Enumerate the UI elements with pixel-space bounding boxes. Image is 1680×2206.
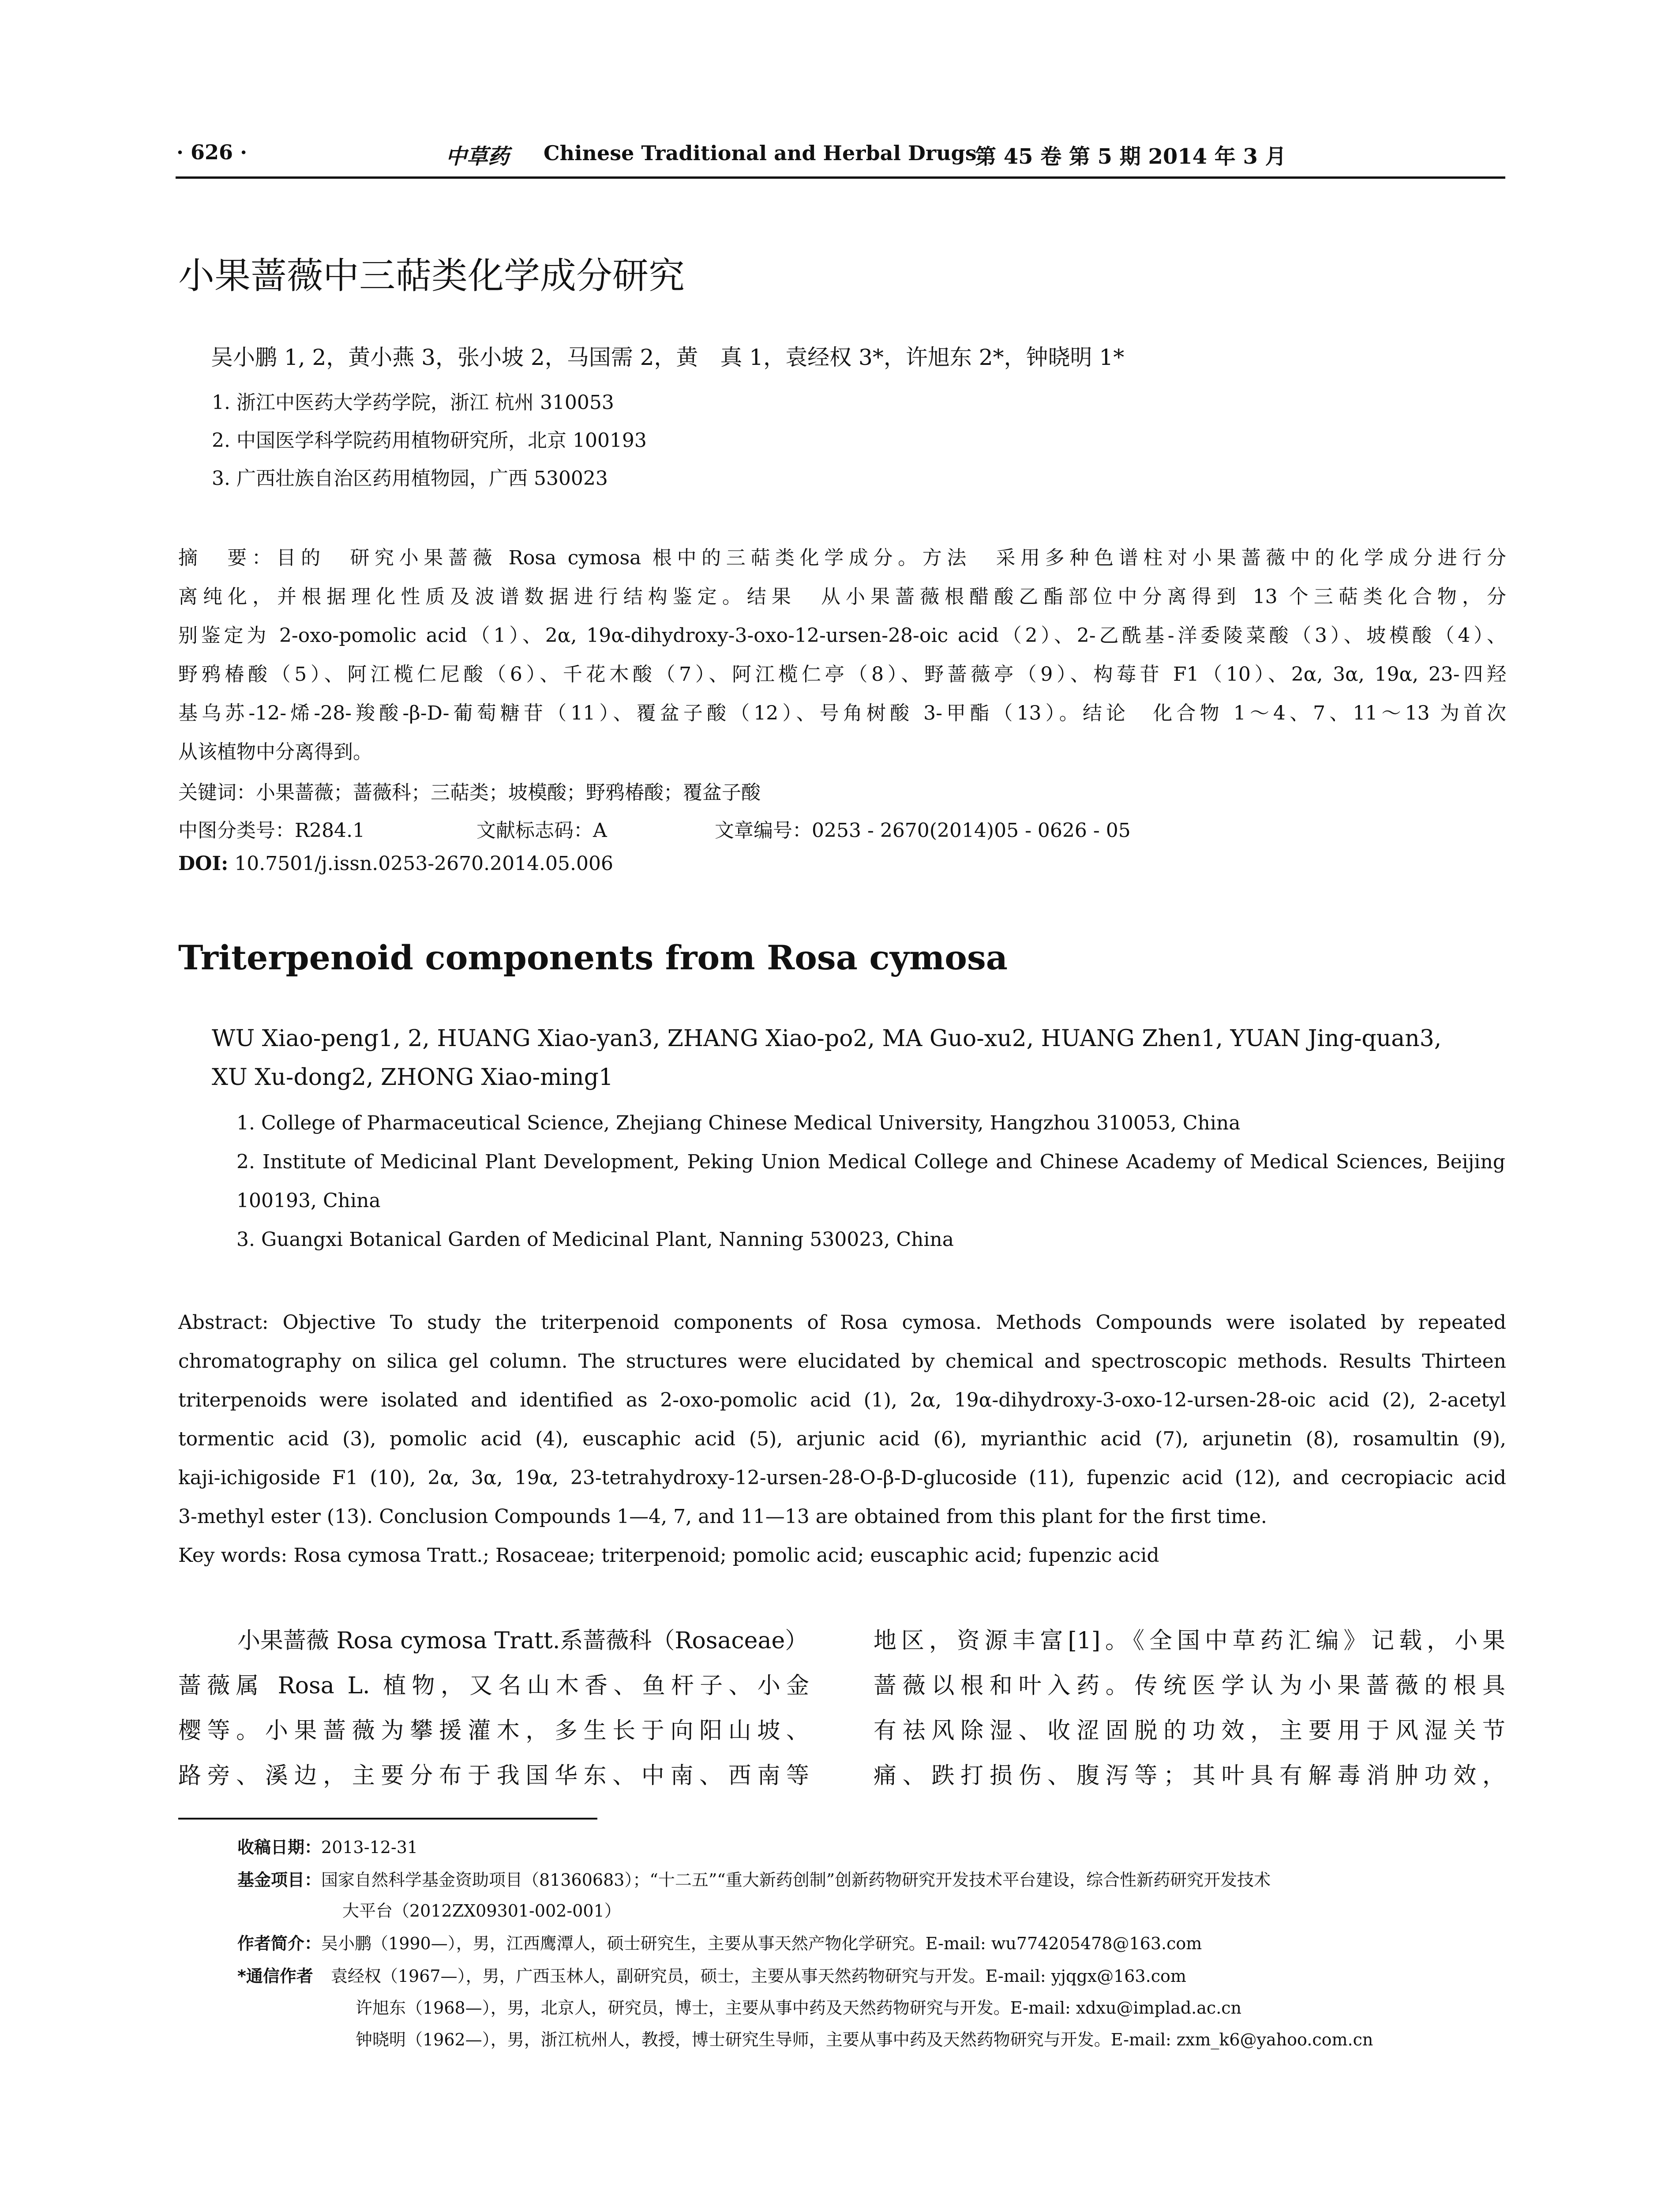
fund-label: 基金项目： <box>237 1870 322 1890</box>
corresponding-1: 袁经权（1967—），男，广西玉林人，副研究员，硕士，主要从事天然药物研究与开发。E-mail: yjqgx@163.com <box>330 1966 1186 1986</box>
body-right-line-3: 有祛风除湿、收涩固脱的功效，主要用于风湿关节 <box>874 1718 1505 1744</box>
doi <box>178 852 613 875</box>
body-left-line-1: 小果蔷薇 Rosa cymosa Tratt.系蔷薇科（Rosaceae） <box>237 1628 808 1654</box>
affiliation-en-2-cont: 100193, China <box>236 1189 381 1212</box>
body-left-line-3: 樱等。小果蔷薇为攀援灌木，多生长于向阳山坡、 <box>178 1718 809 1744</box>
body-left-line-2: 蔷薇属 Rosa L. 植物，又名山木香、鱼杆子、小金 <box>178 1673 809 1699</box>
affiliation-en-1: 1. College of Pharmaceutical Science, Zhejiang Chinese Medical University, Hangzhou 310053, China <box>236 1112 1241 1134</box>
doi-value[interactable]: 10.7501/j.issn.0253-2670.2014.05.006 <box>234 852 613 875</box>
abstract-cn-line-1: 摘 要：目的 研究小果蔷薇 Rosa cymosa 根中的三萜类化学成分。方法 采用多种色谱柱对小果蔷薇中的化学成分进行分 <box>178 547 1506 569</box>
affiliation-cn-3: 3. 广西壮族自治区药用植物园，广西 530023 <box>212 467 608 490</box>
abstract-cn-line-3: 别鉴定为 2-oxo-pomolic acid（1）、2α, 19α-dihydroxy-3-oxo-12-ursen-28-oic acid（2）、2-乙酰基-洋委陵菜酸（3）、坡模酸（4）、 <box>178 624 1506 647</box>
abstract-en-line-4: tormentic acid (3), pomolic acid (4), euscaphic acid (5), arjunic acid (6), myrianthic acid (7), arjunetin (8), rosamultin (9), <box>178 1428 1506 1450</box>
footnote-corresponding <box>237 1962 1186 1987</box>
fund-line-1: 国家自然科学基金资助项目（81360683）；“十二五”“重大新药创制”创新药物研究开发技术平台建设，综合性新药研究开发技术 <box>321 1870 1271 1890</box>
corresponding-label: *通信作者 <box>237 1966 313 1986</box>
page-number: · 626 · <box>176 140 248 164</box>
abstract-en-line-1: Abstract: Objective To study the triterpenoid components of Rosa cymosa. Methods Compounds were isolated by repeated <box>178 1311 1506 1334</box>
corresponding-2: 许旭东（1968—），男，北京人，研究员，博士，主要从事中药及天然药物研究与开发。E-mail: xdxu@implad.ac.cn <box>356 1998 1242 2018</box>
keywords-cn: 关键词：小果蔷薇；蔷薇科；三萜类；坡模酸；野鸦椿酸；覆盆子酸 <box>178 781 761 804</box>
footnote-fund <box>237 1866 1271 1891</box>
authors-cn <box>211 340 1124 371</box>
authors-cn-text: 吴小鹏 1, 2，黄小燕 3，张小坡 2，马国需 2，黄 真 1，袁经权 3*，许旭东 2*，钟晓明 1* <box>211 345 1125 370</box>
title-cn: 小果蔷薇中三萜类化学成分研究 <box>178 255 685 297</box>
issue-info: 第 45 卷 第 5 期 2014 年 3 月 <box>975 144 1286 169</box>
body-left-line-4: 路旁、溪边，主要分布于我国华东、中南、西南等 <box>178 1763 809 1789</box>
fund-line-2: 大平台（2012ZX09301-002-001） <box>342 1901 621 1921</box>
body-right-line-2: 蔷薇以根和叶入药。传统医学认为小果蔷薇的根具 <box>874 1673 1505 1699</box>
header-rule <box>176 176 1505 179</box>
abstract-cn-line-4: 野鸦椿酸（5）、阿江榄仁尼酸（6）、千花木酸（7）、阿江榄仁亭（8）、野蔷薇亭（9）、构莓苷 F1（10）、2α, 3α, 19α, 23-四羟 <box>178 663 1506 686</box>
body-right-line-4: 痛、跌打损伤、腹泻等；其叶具有解毒消肿功效， <box>874 1763 1505 1789</box>
doi-label: DOI: <box>178 852 229 875</box>
abstract-en-line-5: kaji-ichigoside F1 (10), 2α, 3α, 19α, 23-tetrahydroxy-12-ursen-28-O-β-D-glucoside (11), fupenzic acid (12), and cecropiacic acid <box>178 1467 1506 1489</box>
affiliation-cn-1: 1. 浙江中医药大学药学院，浙江 杭州 310053 <box>212 391 614 414</box>
document-code: 文献标志码：A <box>476 819 607 842</box>
abstract-cn-line-5: 基乌苏-12-烯-28-羧酸-β-D-葡萄糖苷（11）、覆盆子酸（12）、号角树酸 3-甲酯（13）。结论 化合物 1～4、7、11～13 为首次 <box>178 702 1506 724</box>
journal-title-cn: 中草药 <box>446 144 510 169</box>
abstract-en-line-6: 3-methyl ester (13). Conclusion Compounds 1—4, 7, and 11—13 are obtained from this plant for the first time. <box>178 1505 1267 1528</box>
footnote-rule <box>178 1818 597 1820</box>
received-label: 收稿日期： <box>237 1838 322 1857</box>
abstract-en-line-3: triterpenoids were isolated and identified as 2-oxo-pomolic acid (1), 2α, 19α-dihydroxy-3-oxo-12-ursen-28-oic acid (2), 2-acetyl <box>178 1389 1506 1411</box>
abstract-cn-line-6: 从该植物中分离得到。 <box>178 741 372 763</box>
article-number: 文章编号：0253 - 2670(2014)05 - 0626 - 05 <box>715 819 1131 842</box>
abstract-cn-line-2: 离纯化，并根据理化性质及波谱数据进行结构鉴定。结果 从小果蔷薇根醋酸乙酯部位中分离得到 13 个三萜类化合物，分 <box>178 585 1506 608</box>
affiliation-en-2: 2. Institute of Medicinal Plant Development, Peking Union Medical College and Chinese Academy of Medical Sciences, Beijing <box>236 1151 1505 1173</box>
author-bio-label: 作者简介： <box>237 1934 322 1953</box>
corresponding-3: 钟晓明（1962—），男，浙江杭州人，教授，博士研究生导师，主要从事中药及天然药物研究与开发。E-mail: zxm_k6@yahoo.com.cn <box>356 2030 1373 2049</box>
clc-number: 中图分类号：R284.1 <box>178 819 365 842</box>
footnote-received <box>237 1834 418 1858</box>
footnote-author <box>237 1930 1202 1954</box>
affiliation-en-3: 3. Guangxi Botanical Garden of Medicinal Plant, Nanning 530023, China <box>236 1228 954 1251</box>
abstract-en-line-2: chromatography on silica gel column. The structures were elucidated by chemical and spectroscopic methods. Results Thirteen <box>178 1350 1506 1373</box>
body-right-line-1: 地区，资源丰富[1]。《全国中草药汇编》记载，小果 <box>874 1628 1505 1654</box>
received-date: 2013-12-31 <box>321 1838 418 1857</box>
authors-en-line-1: WU Xiao-peng1, 2, HUANG Xiao-yan3, ZHANG Xiao-po2, MA Guo-xu2, HUANG Zhen1, YUAN Jing-quan3, <box>212 1025 1442 1052</box>
title-en: Triterpenoid components from Rosa cymosa <box>178 938 1008 977</box>
keywords-en: Key words: Rosa cymosa Tratt.; Rosaceae; triterpenoid; pomolic acid; euscaphic acid; fupenzic acid <box>178 1544 1159 1567</box>
author-bio: 吴小鹏（1990—），男，江西鹰潭人，硕士研究生，主要从事天然产物化学研究。E-mail: wu774205478@163.com <box>321 1934 1202 1953</box>
authors-en-line-2: XU Xu-dong2, ZHONG Xiao-ming1 <box>212 1064 613 1091</box>
journal-title-en: Chinese Traditional and Herbal Drugs <box>544 141 977 165</box>
affiliation-cn-2: 2. 中国医学科学院药用植物研究所，北京 100193 <box>212 429 647 452</box>
